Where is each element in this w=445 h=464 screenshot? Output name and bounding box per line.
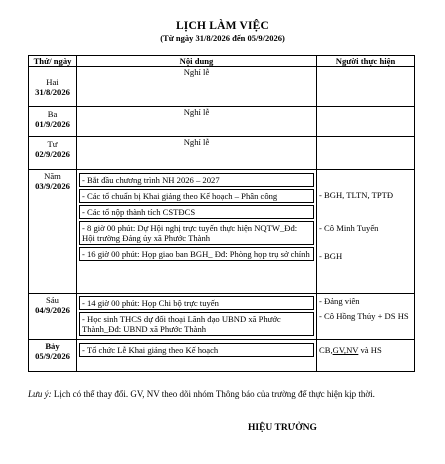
day-name: Sáu (46, 295, 59, 305)
person-cell (317, 294, 415, 340)
signature-title: HIỆU TRƯỞNG (248, 423, 317, 433)
table-row (29, 67, 415, 107)
table-row (29, 340, 415, 372)
day-cell (29, 67, 77, 107)
schedule-table (28, 55, 415, 372)
person-text: - BGH, TLTN, TPTĐ (319, 190, 394, 200)
column-header-content: Nội dung (77, 56, 317, 67)
day-cell (29, 294, 77, 340)
table-row (29, 137, 415, 170)
day-name: Hai (46, 77, 59, 87)
table-row (29, 107, 415, 137)
page-title: LỊCH LÀM VIỆC (175, 20, 270, 32)
person-cell (317, 107, 415, 137)
content-cell (77, 170, 317, 294)
day-cell (29, 107, 77, 137)
day-date: 04/9/2026 (35, 305, 70, 315)
person-text: - Cô Minh Tuyến (319, 223, 379, 233)
list-item: - 8 giờ 00 phút: Dự Hội nghị trực tuyến thực hiện NQTW_Đđ: Hội trường Đảng ủy xã Phước Thành (79, 221, 314, 245)
person-cell (317, 67, 415, 107)
list-item: - Tổ chức Lễ Khai giảng theo Kế hoạch (79, 343, 314, 357)
note-paragraph (28, 388, 420, 401)
content-cell (77, 137, 317, 170)
list-item: - Học sinh THCS dự đối thoại Lãnh đạo UBND xã Phước Thành_Đđ: UBND xã Phước Thành (79, 312, 314, 336)
list-item: - 16 giờ 00 phút: Họp giao ban BGH_ Đđ: Phòng họp trụ sở chính (79, 247, 314, 261)
list-item: - Các tổ chuẩn bị Khai giảng theo Kế hoạch – Phân công (79, 189, 314, 203)
day-cell (29, 137, 77, 170)
day-date: 31/8/2026 (35, 87, 70, 97)
date-range-subtitle: (Từ ngày 31/8/2026 đến 05/9/2026) (160, 33, 285, 43)
day-name: Ba (47, 109, 58, 119)
person-text: - Đảng viên (319, 296, 360, 306)
table-header-row (29, 56, 415, 67)
person-cell (317, 170, 415, 294)
day-cell (29, 340, 77, 372)
note-label: Lưu ý: (28, 389, 52, 399)
column-header-person: Người thực hiện (317, 56, 415, 67)
person-text (317, 345, 414, 355)
person-cell (317, 137, 415, 170)
day-date: 01/9/2026 (35, 119, 70, 129)
table-row (29, 294, 415, 340)
content-text: Nghỉ lễ (183, 67, 210, 77)
column-header-day: Thứ/ ngày (29, 56, 77, 67)
person-suffix: và HS (358, 345, 382, 355)
list-item: - Các tổ nộp thành tích CSTĐCS (79, 205, 314, 219)
note-text: Lịch có thể thay đổi. GV, NV theo dõi nhóm Thông báo của trường để thực hiện kịp thời. (51, 389, 375, 399)
day-name: Tư (47, 139, 58, 149)
list-item: - Bắt đầu chương trình NH 2026 – 2027 (79, 173, 314, 187)
list-item: - 14 giờ 00 phút: Họp Chi bộ trực tuyến (79, 296, 314, 310)
content-cell (77, 294, 317, 340)
content-cell (77, 67, 317, 107)
person-prefix: CB, (319, 345, 333, 355)
day-name: Bảy (45, 341, 60, 351)
day-date: 05/9/2026 (35, 351, 70, 361)
table-row (29, 170, 415, 294)
content-text: Nghỉ lễ (183, 107, 210, 117)
day-date: 02/9/2026 (35, 149, 70, 159)
content-cell (77, 107, 317, 137)
content-text: Nghỉ lễ (183, 137, 210, 147)
day-cell (29, 170, 77, 294)
person-cell (317, 340, 415, 372)
person-text: - BGH (319, 251, 343, 261)
person-text: - Cô Hồng Thủy + DS HS (319, 311, 409, 321)
day-name: Năm (44, 171, 61, 181)
content-cell (77, 340, 317, 372)
person-underlined: GV,NV (332, 345, 359, 355)
day-date: 03/9/2026 (35, 181, 70, 191)
